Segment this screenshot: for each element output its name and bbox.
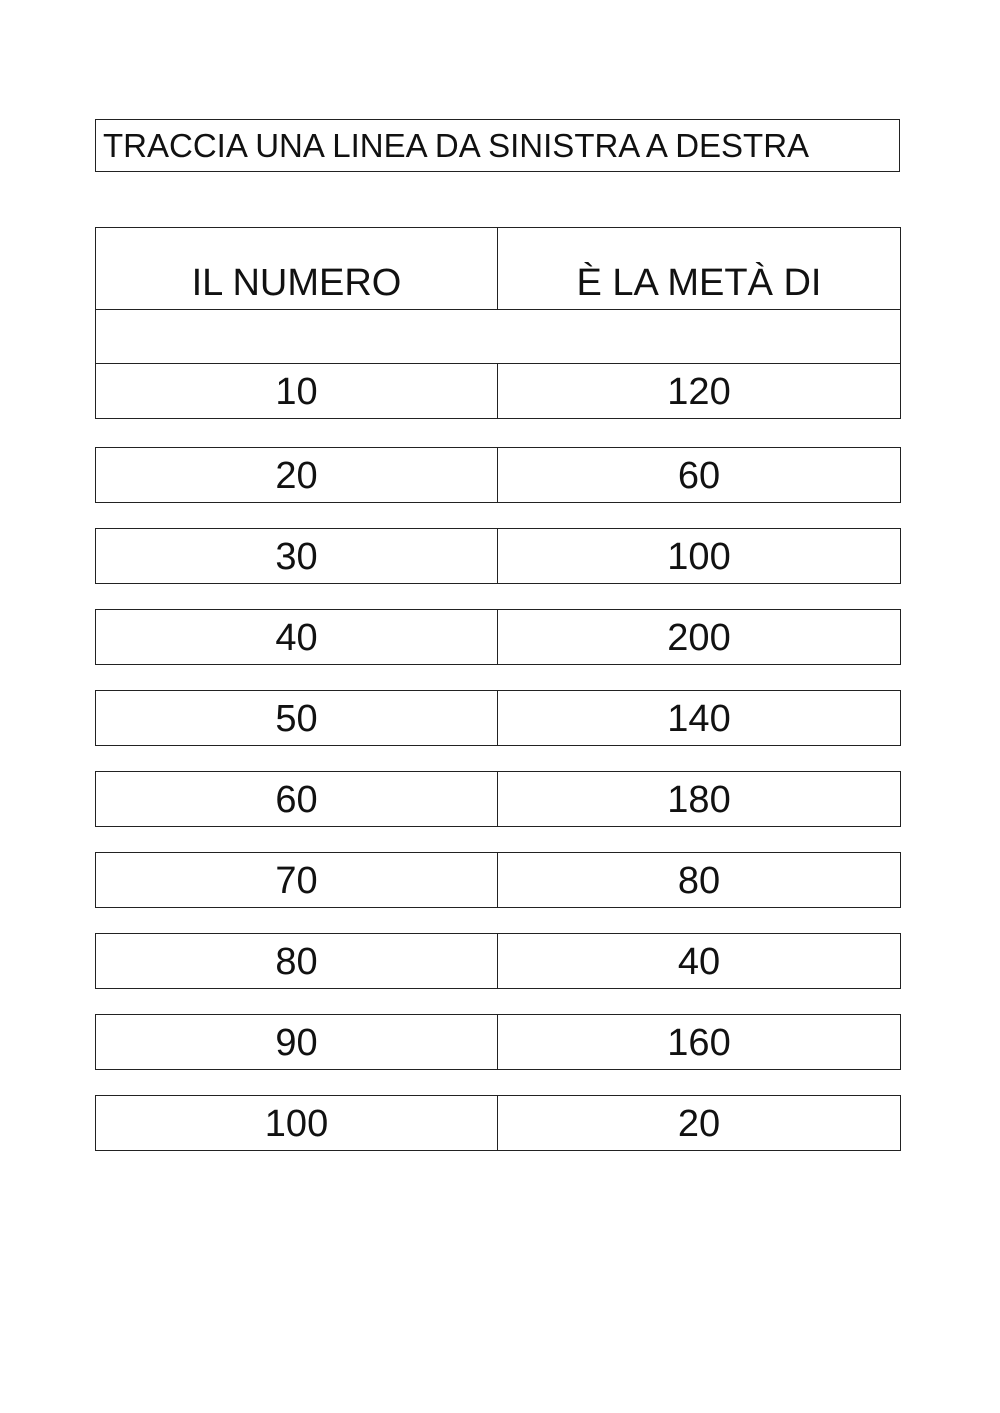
cell-number: 70 [96, 853, 498, 907]
cell-number: 10 [96, 364, 498, 418]
cell-half-of: 160 [667, 1022, 731, 1064]
cell-half-of: 60 [677, 455, 721, 497]
table-row [95, 528, 901, 584]
cell-number: 100 [96, 1096, 498, 1150]
table-header [95, 227, 901, 364]
table-row [95, 1014, 901, 1070]
cell-number: 60 [96, 772, 498, 826]
header-half-of: È LA METÀ DI [576, 262, 822, 304]
cell-half-of: 80 [677, 860, 721, 902]
cell-number: 90 [96, 1015, 498, 1069]
cell-number: 80 [96, 934, 498, 988]
cell-number: 40 [96, 610, 498, 664]
cell-number: 30 [96, 529, 498, 583]
table-row [95, 1095, 901, 1151]
header-number: IL NUMERO [96, 228, 498, 309]
cell-number: 20 [96, 448, 498, 502]
table-row [95, 363, 901, 419]
table-row [95, 447, 901, 503]
table-row [95, 609, 901, 665]
cell-half-of: 100 [667, 536, 731, 578]
table-row [95, 852, 901, 908]
cell-number: 50 [96, 691, 498, 745]
cell-half-of: 140 [667, 698, 731, 740]
cell-half-of: 20 [677, 1103, 721, 1145]
table-row [95, 690, 901, 746]
cell-half-of: 120 [667, 371, 731, 413]
cell-half-of: 200 [667, 617, 731, 659]
cell-half-of: 40 [677, 941, 721, 983]
header-divider [96, 309, 900, 310]
instruction-text: TRACCIA UNA LINEA DA SINISTRA A DESTRA [103, 127, 810, 164]
cell-half-of: 180 [667, 779, 731, 821]
table-row [95, 933, 901, 989]
table-row [95, 771, 901, 827]
instruction-box [95, 119, 900, 172]
